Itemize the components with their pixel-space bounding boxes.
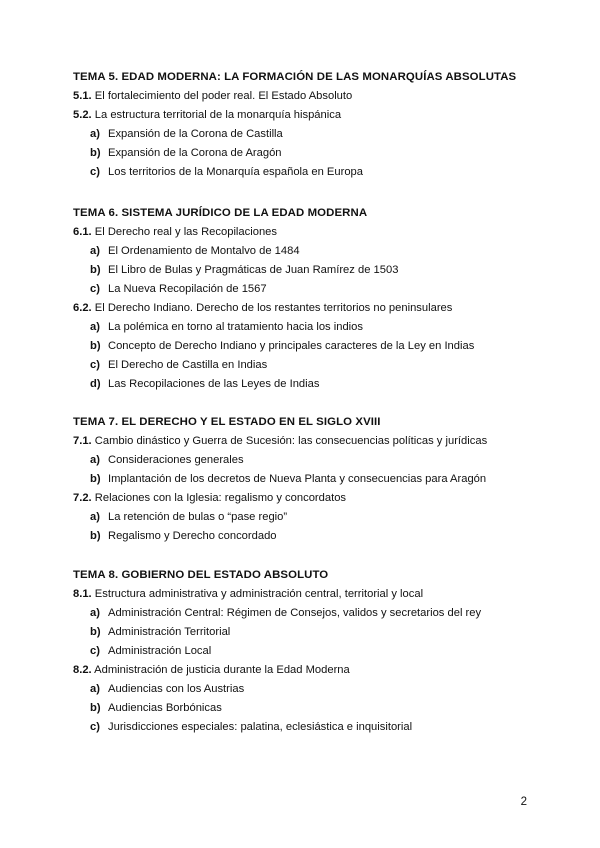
subtopic-text: Consideraciones generales bbox=[108, 454, 244, 466]
subtopic-letter: a) bbox=[90, 454, 100, 466]
tema-section bbox=[73, 68, 543, 182]
subtopic-text: La retención de bulas o “pase regio” bbox=[108, 511, 288, 523]
subtopic-item bbox=[73, 144, 543, 163]
topic-number: 7.1. bbox=[73, 435, 92, 447]
subtopic-letter: a) bbox=[90, 321, 100, 333]
subtopic-letter: a) bbox=[90, 683, 100, 695]
subtopic-item bbox=[73, 642, 543, 661]
subtopic-item bbox=[73, 604, 543, 623]
tema-section bbox=[73, 413, 543, 546]
topic-number: 6.2. bbox=[73, 302, 92, 314]
tema-title: TEMA 8. GOBIERNO DEL ESTADO ABSOLUTO bbox=[73, 569, 329, 581]
subtopic-text: Administración Local bbox=[108, 645, 212, 657]
subtopic-letter: b) bbox=[90, 702, 101, 714]
subtopic-item bbox=[73, 508, 543, 527]
subtopic-text: Regalismo y Derecho concordado bbox=[108, 530, 277, 542]
topic-number: 6.1. bbox=[73, 226, 92, 238]
subtopic-letter: a) bbox=[90, 607, 100, 619]
topic-text: El Derecho Indiano. Derecho de los restantes territorios no peninsulares bbox=[91, 302, 453, 314]
subtopic-text: Jurisdicciones especiales: palatina, eclesiástica e inquisitorial bbox=[108, 721, 413, 733]
subtopic-item bbox=[73, 470, 543, 489]
subtopic-text: Administración Territorial bbox=[108, 626, 231, 638]
topic-number: 5.2. bbox=[73, 109, 92, 121]
topic-text: Estructura administrativa y administración central, territorial y local bbox=[91, 588, 424, 600]
topic-item bbox=[73, 432, 543, 451]
subtopic-text: Implantación de los decretos de Nueva Planta y consecuencias para Aragón bbox=[108, 473, 487, 485]
topic-text: Administración de justicia durante la Edad Moderna bbox=[91, 664, 350, 676]
subtopic-letter: b) bbox=[90, 626, 101, 638]
subtopic-item bbox=[73, 527, 543, 546]
topic-number: 8.2. bbox=[73, 664, 92, 676]
subtopic-letter: c) bbox=[90, 283, 100, 295]
topic-text: El Derecho real y las Recopilaciones bbox=[91, 226, 277, 238]
subtopic-item bbox=[73, 699, 543, 718]
tema-section bbox=[73, 204, 543, 394]
subtopic-text: La Nueva Recopilación de 1567 bbox=[108, 283, 267, 295]
subtopic-text: La polémica en torno al tratamiento hacia los indios bbox=[108, 321, 363, 333]
subtopic-item bbox=[73, 623, 543, 642]
topic-text: Relaciones con la Iglesia: regalismo y concordatos bbox=[91, 492, 347, 504]
topic-item bbox=[73, 489, 543, 508]
subtopic-text: Expansión de la Corona de Aragón bbox=[108, 147, 282, 159]
subtopic-text: Audiencias con los Austrias bbox=[108, 683, 245, 695]
subtopic-text: Expansión de la Corona de Castilla bbox=[108, 128, 283, 140]
subtopic-text: Administración Central: Régimen de Consejos, validos y secretarios del rey bbox=[108, 607, 482, 619]
topic-item bbox=[73, 87, 543, 106]
subtopic-text: El Derecho de Castilla en Indias bbox=[108, 359, 268, 371]
subtopic-letter: a) bbox=[90, 128, 100, 140]
topic-item bbox=[73, 223, 543, 242]
subtopic-letter: c) bbox=[90, 645, 100, 657]
topic-number: 5.1. bbox=[73, 90, 92, 102]
subtopic-letter: c) bbox=[90, 359, 100, 371]
subtopic-item bbox=[73, 280, 543, 299]
subtopic-letter: b) bbox=[90, 147, 101, 159]
subtopic-item bbox=[73, 375, 543, 394]
subtopic-text: El Ordenamiento de Montalvo de 1484 bbox=[108, 245, 300, 257]
topic-item bbox=[73, 661, 543, 680]
subtopic-letter: c) bbox=[90, 166, 100, 178]
topic-text: La estructura territorial de la monarquía hispánica bbox=[91, 109, 342, 121]
topic-item bbox=[73, 299, 543, 318]
tema-title: TEMA 6. SISTEMA JURÍDICO DE LA EDAD MODERNA bbox=[73, 207, 368, 219]
subtopic-item bbox=[73, 718, 543, 737]
subtopic-letter: b) bbox=[90, 264, 101, 276]
subtopic-item bbox=[73, 163, 543, 182]
subtopic-letter: a) bbox=[90, 245, 100, 257]
subtopic-text: Las Recopilaciones de las Leyes de Indias bbox=[108, 378, 320, 390]
page-number: 2 bbox=[520, 796, 527, 808]
subtopic-item bbox=[73, 451, 543, 470]
topic-number: 8.1. bbox=[73, 588, 92, 600]
subtopic-text: Concepto de Derecho Indiano y principales caracteres de la Ley en Indias bbox=[108, 340, 475, 352]
subtopic-item bbox=[73, 261, 543, 280]
subtopic-item bbox=[73, 680, 543, 699]
tema-section bbox=[73, 566, 543, 737]
tema-title: TEMA 5. EDAD MODERNA: LA FORMACIÓN DE LAS MONARQUÍAS ABSOLUTAS bbox=[73, 71, 517, 83]
subtopic-item bbox=[73, 125, 543, 144]
topic-number: 7.2. bbox=[73, 492, 92, 504]
subtopic-item bbox=[73, 242, 543, 261]
subtopic-letter: c) bbox=[90, 721, 100, 733]
subtopic-item bbox=[73, 318, 543, 337]
subtopic-text: El Libro de Bulas y Pragmáticas de Juan Ramírez de 1503 bbox=[108, 264, 399, 276]
subtopic-letter: d) bbox=[90, 378, 101, 390]
tema-title: TEMA 7. EL DERECHO Y EL ESTADO EN EL SIGLO XVIII bbox=[73, 416, 381, 428]
topic-text: Cambio dinástico y Guerra de Sucesión: las consecuencias políticas y jurídicas bbox=[91, 435, 488, 447]
subtopic-text: Los territorios de la Monarquía española en Europa bbox=[108, 166, 363, 178]
subtopic-item bbox=[73, 356, 543, 375]
topic-item bbox=[73, 585, 543, 604]
subtopic-letter: b) bbox=[90, 530, 101, 542]
subtopic-letter: b) bbox=[90, 340, 101, 352]
topic-text: El fortalecimiento del poder real. El Estado Absoluto bbox=[91, 90, 353, 102]
subtopic-letter: a) bbox=[90, 511, 100, 523]
topic-item bbox=[73, 106, 543, 125]
subtopic-text: Audiencias Borbónicas bbox=[108, 702, 222, 714]
subtopic-item bbox=[73, 337, 543, 356]
subtopic-letter: b) bbox=[90, 473, 101, 485]
